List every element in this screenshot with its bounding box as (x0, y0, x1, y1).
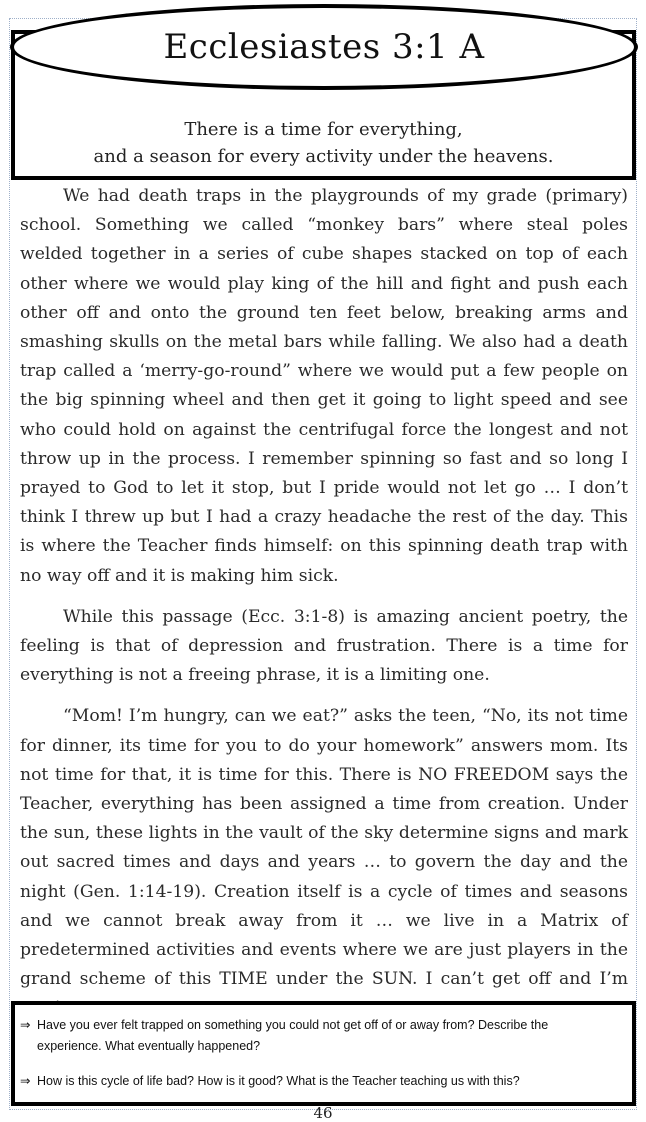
page-number: 46 (313, 1104, 333, 1122)
page-title: Ecclesiastes 3:1 A (163, 27, 485, 67)
body-text (20, 182, 628, 1036)
scripture-line-2: and a season for every activity under the heavens. (93, 146, 554, 167)
paragraph: “Mom! I’m hungry, can we eat?” asks the teen, “No, its not time for dinner, its time for you to do your homework” answers mom. Its not time for that, it is time for this. There is NO FREEDOM says the Teacher, everything has been assigned a time from creation. Under the sun, these lights in the vault of the sky determine signs and mark out sacred times and days and years … to govern the day and the night (Gen. 1:14-19). Creation itself is a cycle of times and seasons and we cannot break away from it … we live in a Matrix of predetermined activities and events where we are just players in the grand scheme of this TIME under the SUN. I can’t get off and I’m (20, 706, 628, 990)
arrow-icon: ⇒ (20, 1018, 31, 1032)
discussion-question (20, 1071, 620, 1092)
paragraph: We had death traps in the playgrounds of my grade (primary) school. Something we called “monkey bars” where steal poles welded together in a series of cube shapes stacked on top of each other where we would play king of the hill and fight and push each other off and onto the ground ten feet below, breaking arms and smashing skulls on the metal bars while falling. We also had a death trap called a ‘merry-go-round” where we would put a few people on the big spinning wheel and then get it going to light speed and see who could hold on against the centrifugal force the longest and not throw up in the process. I remember spinning so fast and so long I prayed to God to let it stop, but I pride would not let go … I don’t think I threw up but I had a crazy headache the rest of the day. This is where the Teacher finds himself: on this spinning death trap with no way off and it is making him sick. (20, 186, 628, 586)
paragraph: While this passage (Ecc. 3:1-8) is amazing ancient poetry, the feeling is that of depression and frustration. There is a time for everything is not a freeing phrase, it is a limiting one. (20, 606, 628, 686)
question-text: How is this cycle of life bad? How is it good? What is the Teacher teaching us with this? (37, 1074, 520, 1088)
discussion-questions-box (11, 1001, 636, 1106)
discussion-question (20, 1015, 620, 1057)
title-banner (10, 4, 638, 90)
scripture-quote (11, 116, 636, 170)
question-text: Have you ever felt trapped on something you could not get off of or away from? Describe the (37, 1018, 549, 1032)
arrow-icon: ⇒ (20, 1074, 31, 1088)
question-text-continued: experience. What eventually happened? (37, 1039, 261, 1053)
scripture-line-1: There is a time for everything, (184, 119, 463, 140)
